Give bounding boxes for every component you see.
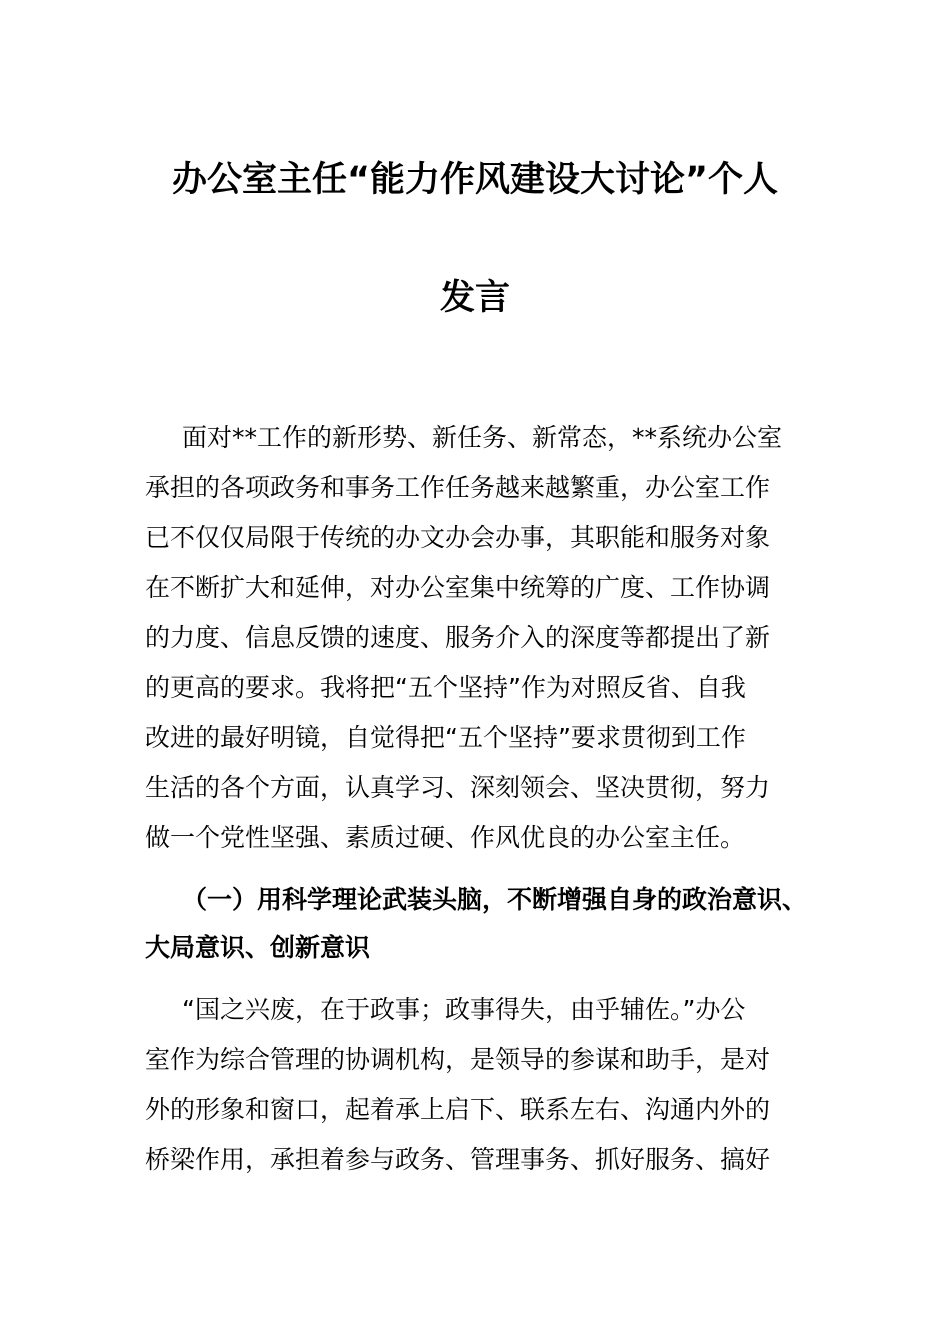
document-title-line-1: 办公室主任“能力作风建设大讨论”个人 — [171, 160, 778, 200]
paragraph-2-line-1: “国之兴废，在于政事；政事得失，由乎辅佐。”办公 — [182, 995, 746, 1024]
paragraph-1-line-7: 改进的最好明镜，自觉得把“五个坚持”要求贯彻到工作 — [145, 723, 746, 752]
paragraph-1-line-1: 面对**工作的新形势、新任务、新常态，**系统办公室 — [182, 423, 783, 452]
paragraph-1-line-3: 已不仅仅局限于传统的办文办会办事，其职能和服务对象 — [145, 523, 771, 552]
paragraph-1-line-9: 做一个党性坚强、素质过硬、作风优良的办公室主任。 — [145, 823, 746, 852]
paragraph-1-line-8: 生活的各个方面，认真学习、深刻领会、坚决贯彻，努力 — [145, 773, 771, 802]
paragraph-2-line-4: 桥梁作用，承担着参与政务、管理事务、抓好服务、搞好 — [145, 1145, 771, 1174]
paragraph-1-line-2: 承担的各项政务和事务工作任务越来越繁重，办公室工作 — [145, 473, 771, 502]
section-heading-1-line-2: 大局意识、创新意识 — [145, 933, 371, 962]
paragraph-2-line-2: 室作为综合管理的协调机构，是领导的参谋和助手，是对 — [145, 1045, 771, 1074]
section-heading-1-line-1: （一）用科学理论武装头脑，不断增强自身的政治意识、 — [182, 885, 808, 914]
paragraph-1-line-4: 在不断扩大和延伸，对办公室集中统筹的广度、工作协调 — [145, 573, 771, 602]
document-title-line-2: 发言 — [439, 278, 510, 318]
paragraph-1-line-5: 的力度、信息反馈的速度、服务介入的深度等都提出了新 — [145, 623, 771, 652]
paragraph-2-line-3: 外的形象和窗口，起着承上启下、联系左右、沟通内外的 — [145, 1095, 771, 1124]
paragraph-1-line-6: 的更高的要求。我将把“五个坚持”作为对照反省、自我 — [145, 673, 746, 702]
